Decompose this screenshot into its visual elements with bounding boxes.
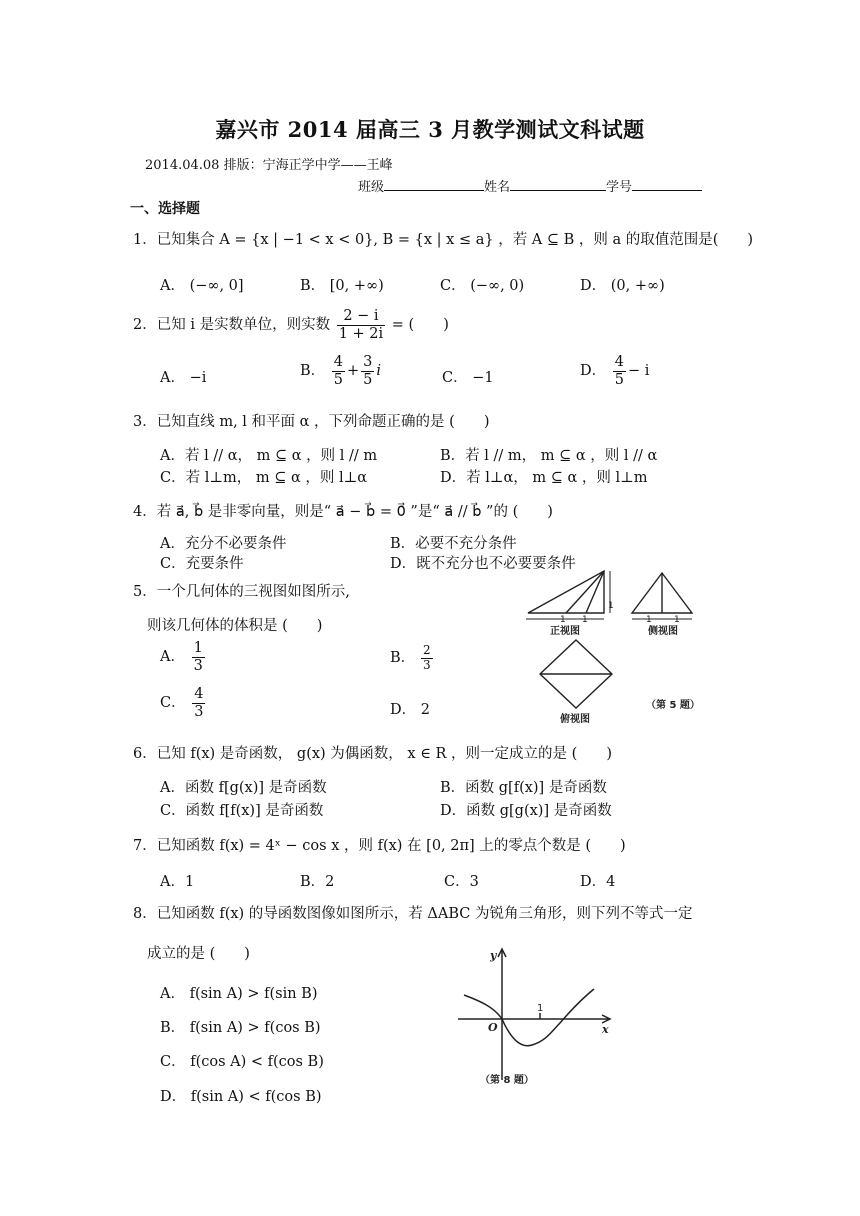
- q8-option-c: C． f(cos A) < f(cos B): [160, 1054, 324, 1070]
- q4-stem: 4．若 a⃗, b⃗ 是非零向量，则是“ a⃗ − b⃗ = 0⃗ ”是“ a⃗ // b⃗ ”的 ( ): [133, 504, 553, 520]
- q8-option-b: B． f(sin A) > f(cos B): [160, 1020, 321, 1036]
- q6-stem: 6．已知 f(x) 是奇函数， g(x) 为偶函数， x ∈ R ，则一定成立的是 ( ): [133, 746, 612, 762]
- q2-stem: [133, 308, 449, 342]
- id-blank[interactable]: [632, 176, 702, 191]
- id-label: 学号: [606, 180, 633, 195]
- q2-option-d-label: D．: [580, 363, 607, 380]
- q5-stem-line2: 则该几何体的体积是 ( ): [147, 618, 323, 634]
- frac-den: 3: [194, 703, 204, 720]
- q4-option-a: A．充分不必要条件: [160, 536, 287, 552]
- q5-option-d: D． 2: [390, 702, 430, 718]
- fig-dim-1b: 1: [560, 615, 566, 625]
- student-info-row: [358, 176, 702, 195]
- q8-stem-line1: 8．已知函数 f(x) 的导函数图像如图所示，若 ΔABC 为锐角三角形，则下列不等式一定: [133, 906, 693, 922]
- class-label: 班级: [358, 180, 385, 195]
- q2-option-b-frac1: [332, 354, 345, 388]
- frac-num: 1: [193, 640, 203, 656]
- option-label: B．: [390, 649, 416, 666]
- q6-option-c: C．函数 f[f(x)] 是奇函数: [160, 803, 324, 819]
- q8-option-d: D． f(sin A) < f(cos B): [160, 1089, 322, 1105]
- q5-three-view-figure: [520, 568, 710, 728]
- q5-option-b: [390, 644, 435, 673]
- q2-option-c: C． −1: [442, 370, 494, 386]
- q8-fig-caption: （第 8 题）: [480, 1075, 534, 1086]
- q2-option-d: [580, 354, 649, 388]
- q2-option-a: A． −i: [160, 370, 207, 386]
- frac-num: 2: [422, 643, 431, 657]
- fig-dim-1c: 1: [582, 615, 588, 625]
- q2-frac-den: 1 + 2i: [338, 325, 384, 342]
- q3-option-b: B．若 l // m， m ⊆ α ，则 l // α: [440, 448, 658, 464]
- q7-option-c: C．3: [444, 874, 479, 890]
- q3-option-c: C．若 l⊥m， m ⊆ α ，则 l⊥α: [160, 470, 368, 486]
- y-axis-label: y: [490, 949, 497, 962]
- fig-dim-1e: 1: [674, 615, 680, 625]
- q7-option-d: D．4: [580, 874, 616, 890]
- q1-stem: 1．已知集合 A = {x | −1 < x < 0}, B = {x | x ≤ a} ，若 A ⊆ B ，则 a 的取值范围是( ): [133, 232, 754, 248]
- q7-option-b: B．2: [300, 874, 335, 890]
- front-view-inner-line-2: [586, 571, 604, 613]
- q2-option-b-label: B．: [300, 363, 326, 380]
- q2-option-b: [300, 354, 381, 388]
- q5-option-c: [160, 686, 207, 720]
- front-view-label: 正视图: [550, 626, 580, 637]
- q1-option-c: C． (−∞, 0): [440, 278, 525, 294]
- page-title: 嘉兴市 2014 届高三 3 月教学测试文科试题: [215, 117, 645, 142]
- q3-option-d: D．若 l⊥α， m ⊆ α ，则 l⊥m: [440, 470, 648, 486]
- class-blank[interactable]: [384, 176, 484, 191]
- q2-option-d-frac: [613, 354, 626, 388]
- q1-option-a: A． (−∞, 0]: [160, 278, 244, 294]
- q5-option-a: [160, 640, 207, 674]
- x-axis-label: x: [602, 1023, 609, 1036]
- x-tick-1-label: 1: [537, 1003, 544, 1014]
- frac-den: 5: [363, 371, 373, 388]
- minus-i: − i: [627, 363, 650, 380]
- q4-option-d: D．既不充分也不必要要条件: [390, 556, 576, 572]
- q6-option-d: D．函数 g[g(x)] 是奇函数: [440, 803, 612, 819]
- fig-dim-1d: 1: [646, 615, 652, 625]
- frac-num: 4: [333, 354, 343, 370]
- frac-den: 3: [193, 657, 203, 674]
- origin-label: O: [488, 1021, 498, 1034]
- q8-option-a: A． f(sin A) > f(sin B): [160, 986, 318, 1002]
- q6-option-b: B．函数 g[f(x)] 是奇函数: [440, 780, 607, 796]
- q2-stem-prefix: 2．已知 i 是实数单位，则实数: [133, 317, 331, 334]
- side-view-label: 侧视图: [648, 626, 678, 637]
- date-line: 2014.04.08 排版：宁海正学中学——王峰: [145, 158, 393, 173]
- section-heading: 一、选择题: [130, 201, 200, 217]
- name-blank[interactable]: [510, 176, 606, 191]
- q5-option-b-frac: [421, 644, 433, 673]
- q6-option-a: A．函数 f[g(x)] 是奇函数: [160, 780, 327, 796]
- frac-den: 5: [333, 371, 343, 388]
- q5-stem-line1: 5．一个几何体的三视图如图所示,: [133, 584, 350, 600]
- frac-den: 5: [614, 371, 624, 388]
- q1-option-b: B． [0, +∞): [300, 278, 384, 294]
- q8-derivative-graph: [450, 945, 620, 1090]
- q3-option-a: A．若 l // α， m ⊆ α ，则 l // m: [160, 448, 378, 464]
- q8-stem-line2: 成立的是 ( ): [147, 946, 250, 962]
- front-view-triangle: [528, 571, 604, 613]
- plus-sign: +: [347, 363, 360, 380]
- front-view-inner-line: [566, 571, 604, 613]
- q2-stem-suffix: = ( ): [391, 317, 449, 334]
- option-label: A．: [160, 649, 185, 666]
- frac-num: 4: [194, 686, 204, 702]
- q7-option-a: A．1: [160, 874, 195, 890]
- q5-fig-caption: （第 5 题）: [646, 700, 700, 711]
- top-view-label: 俯视图: [560, 714, 590, 725]
- frac-num: 3: [363, 354, 373, 370]
- frac-num: 4: [614, 354, 624, 370]
- name-label: 姓名: [484, 180, 511, 195]
- q4-option-b: B．必要不充分条件: [390, 536, 517, 552]
- q2-option-b-frac2: [361, 354, 374, 388]
- option-label: C．: [160, 695, 186, 712]
- imag-unit: i: [376, 363, 382, 380]
- fig-dim-1: 1: [608, 601, 614, 611]
- q2-fraction: [337, 308, 385, 342]
- q5-option-c-frac: [192, 686, 205, 720]
- frac-den: 3: [422, 657, 431, 672]
- q3-stem: 3．已知直线 m, l 和平面 α ，下列命题正确的是 ( ): [133, 414, 490, 430]
- q7-stem: 7．已知函数 f(x) = 4ˣ − cos x ，则 f(x) 在 [0, 2π] 上的零点个数是 ( ): [133, 838, 626, 854]
- derivative-curve: [464, 989, 594, 1046]
- q5-option-a-frac: [192, 640, 205, 674]
- q2-frac-num: 2 − i: [337, 308, 385, 326]
- q4-option-c: C．充要条件: [160, 556, 244, 572]
- q1-option-d: D． (0, +∞): [580, 278, 665, 294]
